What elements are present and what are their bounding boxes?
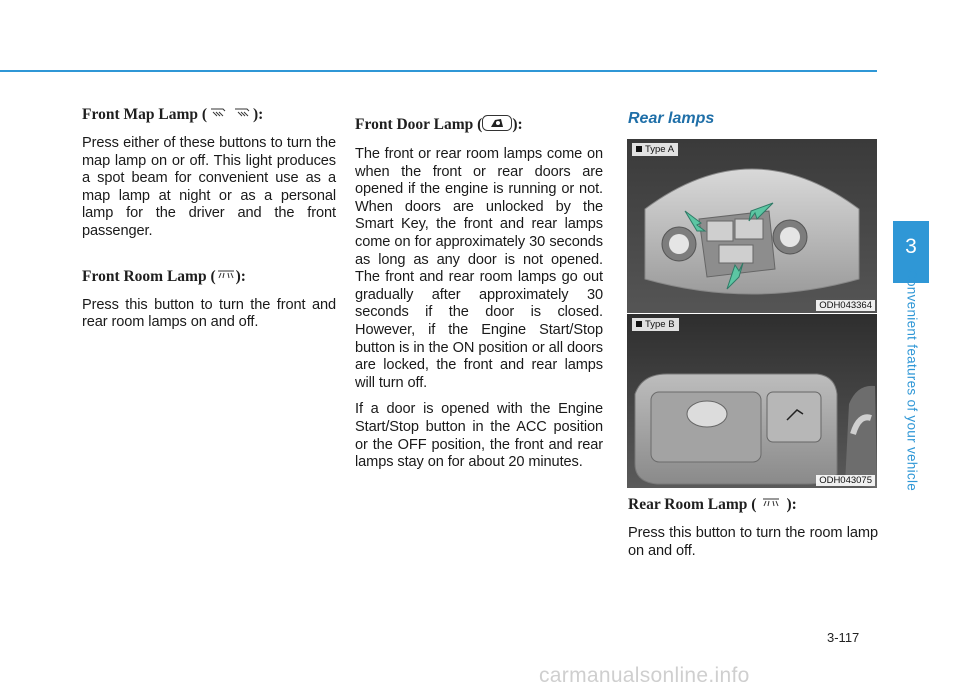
room-lamp-icon: [216, 268, 236, 287]
rear-room-lamp-section: [628, 496, 878, 569]
rear-room-lamp-heading: [628, 496, 878, 515]
front-door-lamp-text-2: If a door is opened with the Engine Start/Stop button in the ACC position or the OFF position, the front and rear lamps stay on for about 20 minutes.: [355, 401, 603, 471]
heading-text: ):: [235, 267, 246, 285]
figure-code-a: ODH043364: [816, 300, 875, 311]
rear-room-lamp-text: Press this button to turn the room lamp on and off.: [628, 525, 878, 559]
chapter-title: Convenient features of your vehicle: [904, 268, 920, 492]
figure-code-b: ODH043075: [816, 475, 875, 486]
overhead-console-a-illustration: [627, 139, 877, 313]
front-room-lamp-text: Press this button to turn the front and rear room lamps on and off.: [82, 296, 336, 331]
page-number: 3-117: [827, 630, 860, 645]
photo-type-a: [627, 139, 877, 313]
column-middle: [355, 106, 603, 481]
map-lamp-icon: [207, 106, 253, 125]
heading-text: ):: [512, 116, 523, 134]
heading-text: Front Room Lamp (: [82, 267, 216, 285]
heading-text: Rear Room Lamp (: [628, 496, 757, 514]
photo-type-b: [627, 314, 877, 488]
heading-text: ):: [786, 496, 797, 514]
rear-lamps-title: Rear lamps: [628, 110, 715, 127]
column-left: [82, 106, 336, 341]
front-door-lamp-heading: [355, 115, 603, 136]
rear-room-lamp-icon: [756, 496, 786, 515]
header-rule: [0, 70, 877, 72]
front-map-lamp-heading: [82, 106, 336, 125]
chapter-number: 3: [905, 235, 917, 258]
type-b-label: Type B: [632, 318, 679, 331]
overhead-console-b-illustration: [627, 314, 877, 488]
heading-text: ):: [253, 106, 264, 124]
watermark: carmanualsonline.info: [539, 664, 750, 687]
front-room-lamp-heading: [82, 268, 336, 287]
front-door-lamp-text-1: The front or rear room lamps come on when the front or rear doors are opened if the engine is running or not. When doors are unlocked by the Smart Key, the front and rear lamps come on for approximately 30 seconds as long as any door is not opened. The front and rear room lamps go out gradually after approximately 30 seconds if the door is closed. However, if the Engine Start/Stop button is in the ON position or all doors are locked, the front and rear lamps will turn off.: [355, 146, 603, 391]
type-a-label: Type A: [632, 143, 678, 156]
heading-text: Front Map Lamp (: [82, 106, 208, 124]
door-lamp-icon: [482, 115, 512, 136]
heading-text: Front Door Lamp (: [355, 116, 483, 134]
front-map-lamp-text: Press either of these buttons to turn the map lamp on or off. This light produces a spot beam for convenient use as a map lamp at night or as a personal lamp for the driver and the front passenger.: [82, 135, 336, 239]
